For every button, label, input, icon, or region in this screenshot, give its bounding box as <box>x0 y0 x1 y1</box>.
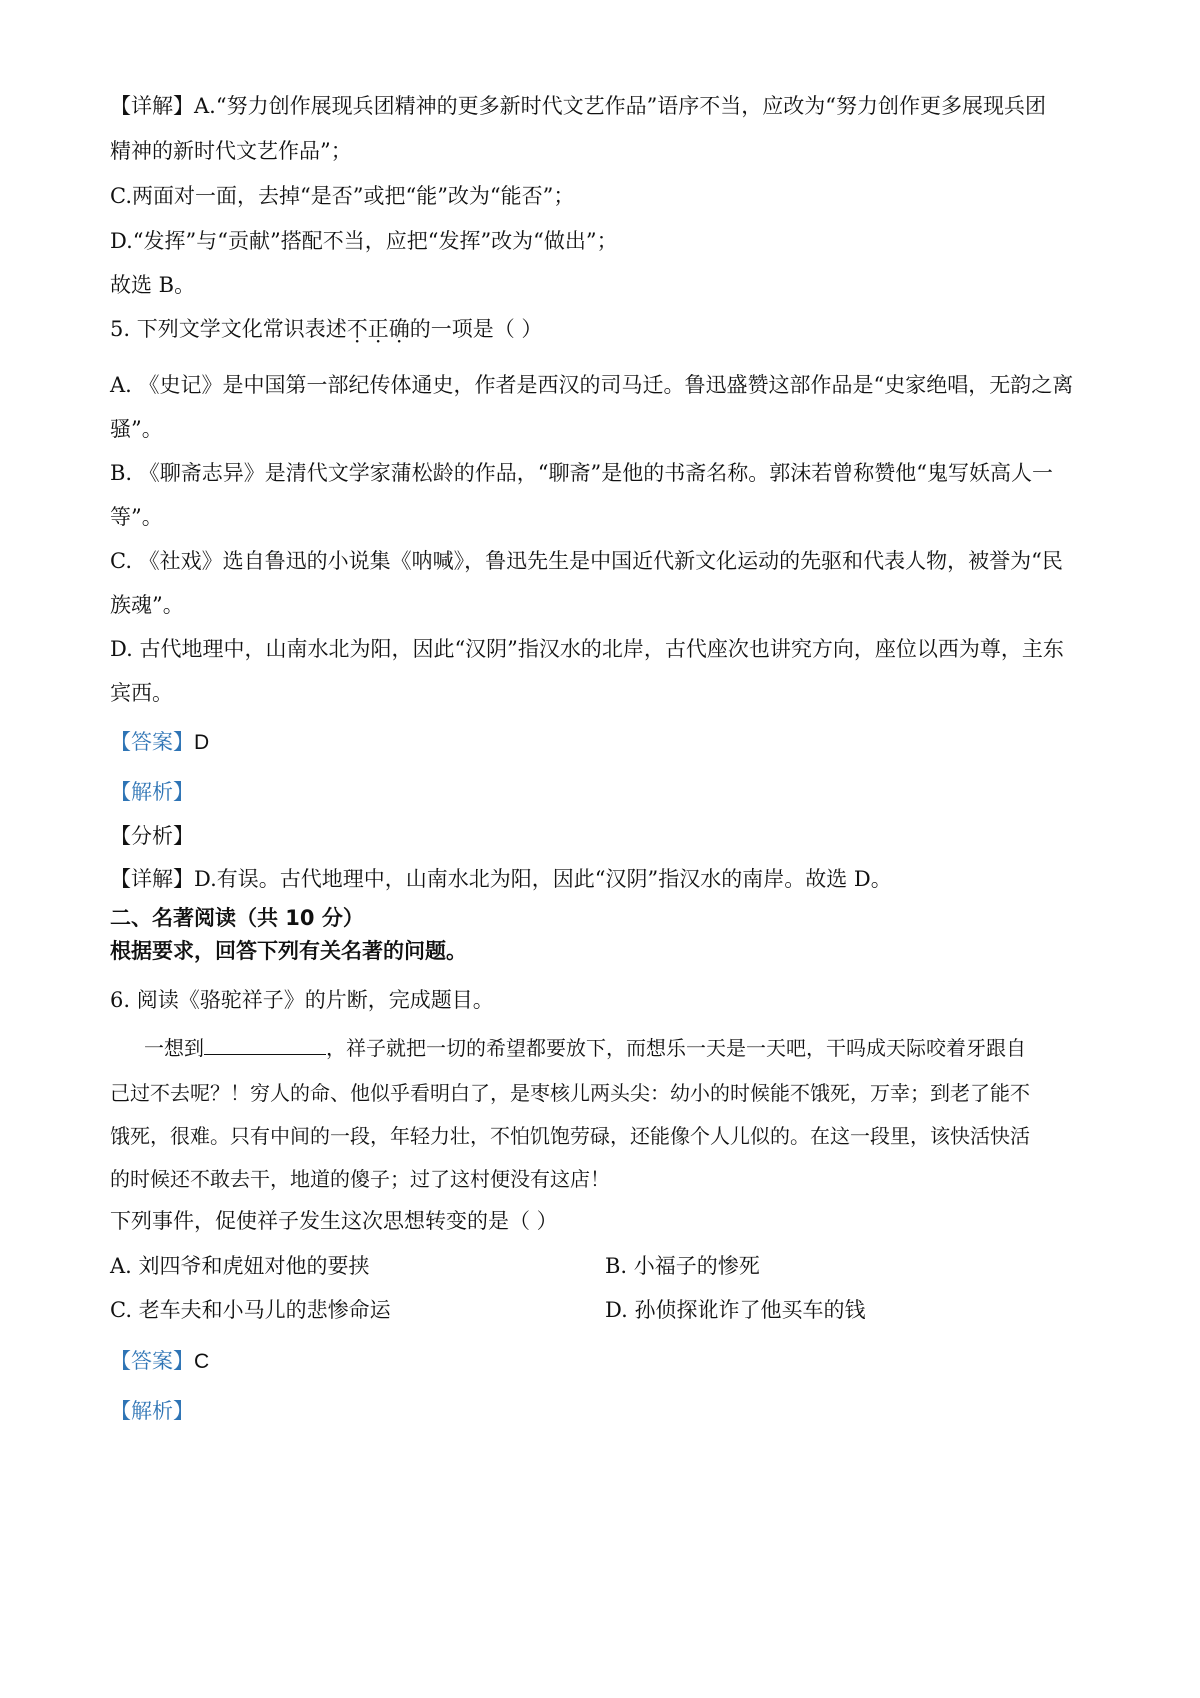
q6-passage-line2: 己过不去呢？！穷人的命、他似乎看明白了，是枣核儿两头尖：幼小的时候能不饿死，万幸；到老了能不 <box>110 1081 1030 1105</box>
q5-analysis-tag: 【解析】 <box>110 780 194 804</box>
q5-option-d-line1: D. 古代地理中，山南水北为阳，因此“汉阴”指汉水的北岸，古代座次也讲究方向，座位以西为尊，主东 <box>110 637 1064 661</box>
q5-detail: 【详解】D.有误。古代地理中，山南水北为阳，因此“汉阴”指汉水的南岸。故选 D。 <box>110 867 892 891</box>
q6-question: 下列事件，促使祥子发生这次思想转变的是（ ） <box>110 1209 558 1233</box>
detail-q4-line1: 【详解】A.“努力创作展现兵团精神的更多新时代文艺作品”语序不当，应改为“努力创作更多展现兵团 <box>110 94 1047 118</box>
q5-stem-pre: 5. 下列文学文化常识表述 <box>110 317 347 341</box>
q6-option-b: B. 小福子的惨死 <box>605 1254 760 1278</box>
answer-tag: 【答案】 <box>110 730 194 754</box>
q6-passage-line1 <box>144 1033 1026 1063</box>
q6-option-a: A. 刘四爷和虎妞对他的要挟 <box>110 1254 370 1278</box>
q5-option-a-line2: 骚”。 <box>110 417 163 441</box>
q5-option-c-line2: 族魂”。 <box>110 593 184 617</box>
q6-option-d: D. 孙侦探讹诈了他买车的钱 <box>605 1298 866 1322</box>
q6-passage-line3: 饿死，很难。只有中间的一段，年轻力壮，不怕饥饱劳碌，还能像个人儿似的。在这一段里，该快活快活 <box>110 1124 1030 1148</box>
detail-q4-option-d: D.“发挥”与“贡献”搭配不当，应把“发挥”改为“做出”； <box>110 229 618 253</box>
fill-blank <box>204 1034 326 1055</box>
section-instruction: 根据要求，回答下列有关名著的问题。 <box>110 939 467 963</box>
q5-stem-post: 的一项是（ ） <box>409 317 543 341</box>
answer-tag: 【答案】 <box>110 1349 194 1373</box>
q5-dotted-char: 确 <box>388 317 410 341</box>
q5-option-c-line1: C. 《社戏》选自鲁迅的小说集《呐喊》，鲁迅先生是中国近代新文化运动的先驱和代表人物，被誉为“民 <box>110 549 1063 573</box>
q5-option-a-line1: A. 《史记》是中国第一部纪传体通史，作者是西汉的司马迁。鲁迅盛赞这部作品是“史家绝唱，无韵之离 <box>110 373 1074 397</box>
answer-value: C <box>194 1350 210 1373</box>
passage-pre: 一想到 <box>144 1036 204 1060</box>
detail-q4-choose: 故选 B。 <box>110 273 196 297</box>
detail-q4-option-c: C.两面对一面，去掉“是否”或把“能”改为“能否”； <box>110 184 575 208</box>
q5-answer <box>110 727 209 758</box>
q5-fenxi-tag: 【分析】 <box>110 824 194 848</box>
q6-analysis-tag: 【解析】 <box>110 1399 194 1423</box>
detail-q4-line2: 精神的新时代文艺作品”； <box>110 139 352 163</box>
q5-option-b-line1: B. 《聊斋志异》是清代文学家蒲松龄的作品，“聊斋”是他的书斋名称。郭沫若曾称赞他“鬼写妖高人一 <box>110 461 1053 485</box>
answer-value: D <box>194 731 210 754</box>
q6-stem: 6. 阅读《骆驼祥子》的片断，完成题目。 <box>110 988 494 1012</box>
q5-option-b-line2: 等”。 <box>110 505 163 529</box>
q5-option-d-line2: 宾西。 <box>110 681 173 705</box>
q5-dotted-char: 不 <box>346 317 368 341</box>
passage-post: ，祥子就把一切的希望都要放下，而想乐一天是一天吧，干吗成天际咬着牙跟自 <box>326 1036 1026 1060</box>
q5-dotted-char: 正 <box>367 317 389 341</box>
q6-answer <box>110 1346 209 1377</box>
q6-passage-line4: 的时候还不敢去干，地道的傻子；过了这村便没有这店！ <box>110 1167 610 1191</box>
section-title: 二、名著阅读（共 10 分） <box>110 906 364 930</box>
q5-stem <box>110 314 542 344</box>
q6-option-c: C. 老车夫和小马儿的悲惨命运 <box>110 1298 391 1322</box>
